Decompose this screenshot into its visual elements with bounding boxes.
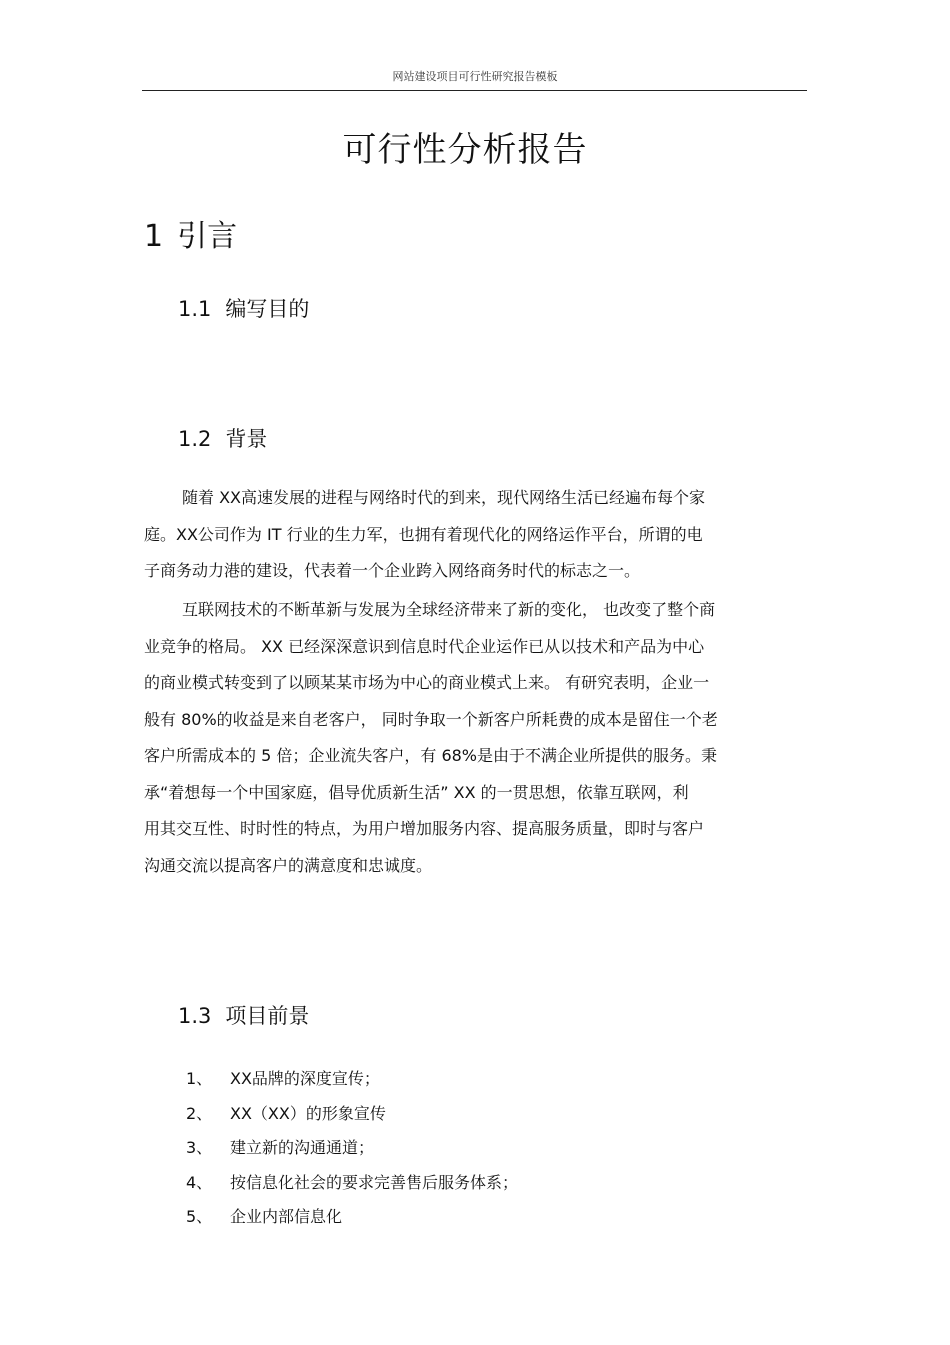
running-header: 网站建设项目可行性研究报告模板	[392, 70, 558, 83]
section-title: 背景	[225, 427, 268, 451]
paragraph-line: 业竞争的格局。 XX 已经深深意识到信息时代企业运作已从以技术和产品为中心	[144, 636, 705, 656]
paragraph-line: 子商务动力港的建设，代表着一个企业跨入网络商务时代的标志之一。	[144, 561, 641, 580]
document-title: 可行性分析报告	[342, 130, 588, 170]
list-item	[186, 1062, 518, 1097]
list-marker: 4、	[186, 1172, 213, 1192]
section-number: 1.1	[178, 297, 212, 321]
section-number: 1	[144, 219, 164, 254]
list-item-text: 建立新的沟通通道；	[230, 1138, 375, 1157]
list-item-text: 企业内部信息化	[230, 1207, 343, 1226]
section-title: 引言	[177, 219, 238, 254]
list-item	[186, 1166, 518, 1201]
paragraph-line: 互联网技术的不断革新与发展为全球经济带来了新的变化， 也改变了整个商	[182, 600, 716, 619]
paragraph-line: 的商业模式转变到了以顾某某市场为中心的商业模式上来。 有研究表明，企业一	[144, 673, 710, 692]
section-title: 项目前景	[225, 1004, 310, 1028]
list-item	[186, 1097, 518, 1132]
section-number: 1.3	[178, 1004, 212, 1028]
header-divider	[142, 90, 807, 91]
list-marker: 1、	[186, 1069, 213, 1088]
project-prospect-list	[186, 1062, 518, 1235]
paragraph-line: 承“着想每一个中国家庭，倡导优质新生活” XX 的一贯思想，依靠互联网，利	[144, 782, 689, 802]
section-1-heading	[144, 211, 237, 255]
list-item-text: XX（XX）的形象宣传	[230, 1103, 386, 1123]
section-1-2-heading	[178, 423, 267, 453]
list-item	[186, 1131, 518, 1166]
background-paragraph-2	[144, 592, 809, 884]
paragraph-line: 庭。XX公司作为 IT 行业的生力军，也拥有着现代化的网络运作平台，所谓的电	[144, 524, 703, 544]
paragraph-line: 随着 XX高速发展的进程与网络时代的到来，现代网络生活已经遍布每个家	[182, 488, 706, 507]
background-paragraph-1	[144, 480, 809, 590]
list-marker: 3、	[186, 1138, 213, 1157]
paragraph-line: 般有 80%的收益是来自老客户， 同时争取一个新客户所耗费的成本是留住一个老	[144, 709, 718, 729]
list-marker: 2、	[186, 1103, 213, 1123]
paragraph-line: 沟通交流以提高客户的满意度和忠诚度。	[144, 855, 433, 875]
section-number: 1.2	[178, 427, 212, 451]
list-item-text: XX品牌的深度宣传；	[230, 1069, 380, 1088]
section-1-1-heading	[178, 293, 309, 323]
list-item	[186, 1200, 518, 1235]
paragraph-line: 客户所需成本的 5 倍；企业流失客户，有 68%是由于不满企业所提供的服务。秉	[144, 746, 718, 765]
list-marker: 5、	[186, 1207, 213, 1226]
section-1-3-heading	[178, 1000, 309, 1030]
section-title: 编写目的	[225, 297, 310, 321]
list-item-text: 按信息化社会的要求完善售后服务体系；	[230, 1172, 519, 1192]
paragraph-line: 用其交互性、时时性的特点，为用户增加服务内容、提高服务质量，即时与客户	[144, 819, 705, 838]
